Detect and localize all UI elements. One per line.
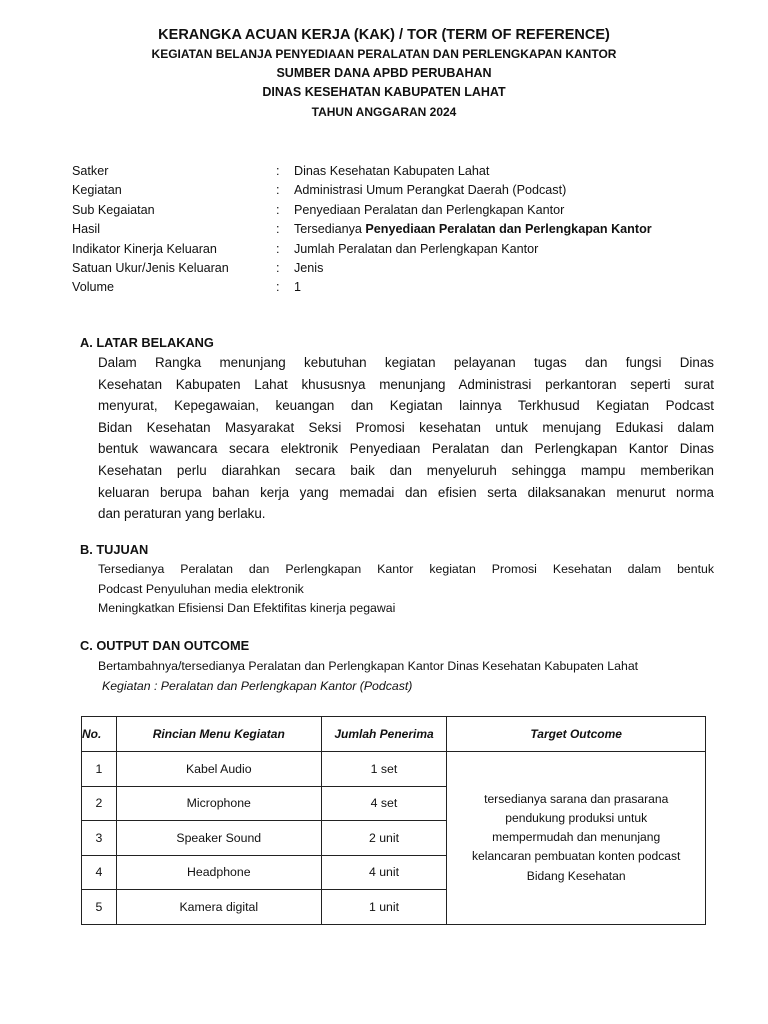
info-value: Administrasi Umum Perangkat Daerah (Podcast) [294,183,567,198]
table-cell-jumlah: 1 set [321,752,447,787]
target-line: tersedianya sarana dan prasarana [484,791,669,806]
info-label: Kegiatan [72,183,122,198]
output-kegiatan-line: Kegiatan : Peralatan dan Perlengkapan Kantor (Podcast) [102,679,413,693]
info-row-indikator [72,240,722,259]
info-label: Satker [72,164,109,178]
table-header-menu: Rincian Menu Kegiatan [116,717,321,752]
table-row [82,752,706,787]
info-row-satuan [72,259,722,278]
table-header-no: No. [82,717,117,752]
table-header-jumlah: Jumlah Penerima [321,717,447,752]
info-value [294,220,652,239]
info-colon: : [276,241,280,256]
table-header-target: Target Outcome [447,717,706,752]
info-label: Hasil [72,222,100,237]
info-value: Jumlah Peralatan dan Perlengkapan Kantor [294,241,539,256]
table-cell-jumlah: 1 unit [321,890,447,925]
table-cell-jumlah: 2 unit [321,821,447,856]
section-b-body [98,560,714,619]
doc-subtitle-sumber-dana: SUMBER DANA APBD PERUBAHAN [276,66,492,80]
table-cell-target [447,752,706,925]
doc-subtitle-dinas: DINAS KESEHATAN KABUPATEN LAHAT [262,85,506,99]
section-a-title: A. LATAR BELAKANG [80,335,214,350]
table-cell-menu: Headphone [116,855,321,890]
info-colon: : [276,222,280,237]
table-cell-menu: Kabel Audio [116,752,321,787]
info-row-sub-kegiatan [72,201,722,220]
table-cell-jumlah: 4 unit [321,855,447,890]
table-header-row [82,717,706,752]
tujuan-line: Podcast Penyuluhan media elektronik [98,581,304,596]
info-value-prefix: Tersedianya [294,222,366,237]
info-value-bold: Penyediaan Peralatan dan Perlengkapan Kantor [365,222,652,237]
info-row-volume [72,278,722,297]
paragraph-line: dan peraturan yang berlaku. [98,506,266,522]
paragraph-line: Kesehatan Kabupaten Lahat khususnya menunjang Administrasi perkantoran seperti surat [98,376,714,392]
info-value: Dinas Kesehatan Kabupaten Lahat [294,164,490,178]
table-cell-no: 2 [82,786,117,821]
tujuan-line: Meningkatkan Efisiensi Dan Efektifitas kinerja pegawai [98,601,396,615]
info-value: Penyediaan Peralatan dan Perlengkapan Kantor [294,202,565,217]
table-cell-no: 1 [82,752,117,787]
paragraph-line: Dalam Rangka menunjang kebutuhan kegiatan pelayanan tugas dan fungsi Dinas [98,355,714,370]
info-colon: : [276,260,280,275]
table-cell-menu: Kamera digital [116,890,321,925]
table-cell-jumlah: 4 set [321,786,447,821]
info-colon: : [276,280,280,295]
paragraph-line: bentuk wawancara secara elektronik Penyediaan Peralatan dan Perlengkapan Kantor Dinas [98,441,714,457]
table-cell-no: 4 [82,855,117,890]
table-cell-no: 3 [82,821,117,856]
tujuan-line: Tersedianya Peralatan dan Perlengkapan Kantor kegiatan Promosi Kesehatan dalam bentuk [98,562,714,576]
doc-subtitle-tahun: TAHUN ANGGARAN 2024 [311,105,457,119]
info-row-hasil [72,220,722,239]
info-row-satker [72,162,722,181]
table-cell-menu: Microphone [116,786,321,821]
target-line: mempermudah dan menunjang [492,830,661,845]
info-value: 1 [294,280,302,295]
info-label: Satuan Ukur/Jenis Keluaran [72,260,229,275]
doc-title: KERANGKA ACUAN KERJA (KAK) / TOR (TERM OF REFERENCE) [158,27,610,43]
paragraph-line: menyurat, Kepegawaian, keuangan dan Kegiatan lainnya Terkhusud Kegiatan Podcast [98,398,714,414]
target-line: pendukung produksi untuk [505,810,648,825]
section-a-body [98,352,714,525]
section-c-body [98,656,718,696]
info-row-kegiatan [72,181,722,200]
doc-subtitle-kegiatan: KEGIATAN BELANJA PENYEDIAAN PERALATAN DAN PERLENGKAPAN KANTOR [151,47,617,61]
info-colon: : [276,202,280,217]
table-cell-menu: Speaker Sound [116,821,321,856]
target-line: kelancaran pembuatan konten podcast [471,849,681,864]
paragraph-line: Kesehatan perlu diarahkan secara baik dan menyeluruh sehingga mampu memberikan [98,462,714,478]
info-label: Sub Kegaiatan [72,202,155,217]
info-label: Volume [72,280,115,295]
info-colon: : [276,183,280,198]
target-line: Bidang Kesehatan [526,868,626,883]
info-label: Indikator Kinerja Keluaran [72,241,217,256]
table-cell-no: 5 [82,890,117,925]
info-value: Jenis [294,260,324,275]
info-colon: : [276,164,280,178]
output-line: Bertambahnya/tersedianya Peralatan dan Perlengkapan Kantor Dinas Kesehatan Kabupaten Lahat [98,659,639,673]
rincian-table [81,716,706,925]
paragraph-line: keluaran berupa bahan kerja yang memadai dan efisien serta dilaksanakan menurut norma [98,484,714,500]
info-block [72,162,722,298]
paragraph-line: Bidan Kesehatan Masyarakat Seksi Promosi kesehatan untuk menujang Edukasi dalam [98,419,714,435]
section-c-title: C. OUTPUT DAN OUTCOME [80,638,250,653]
section-b-title: B. TUJUAN [80,542,149,557]
